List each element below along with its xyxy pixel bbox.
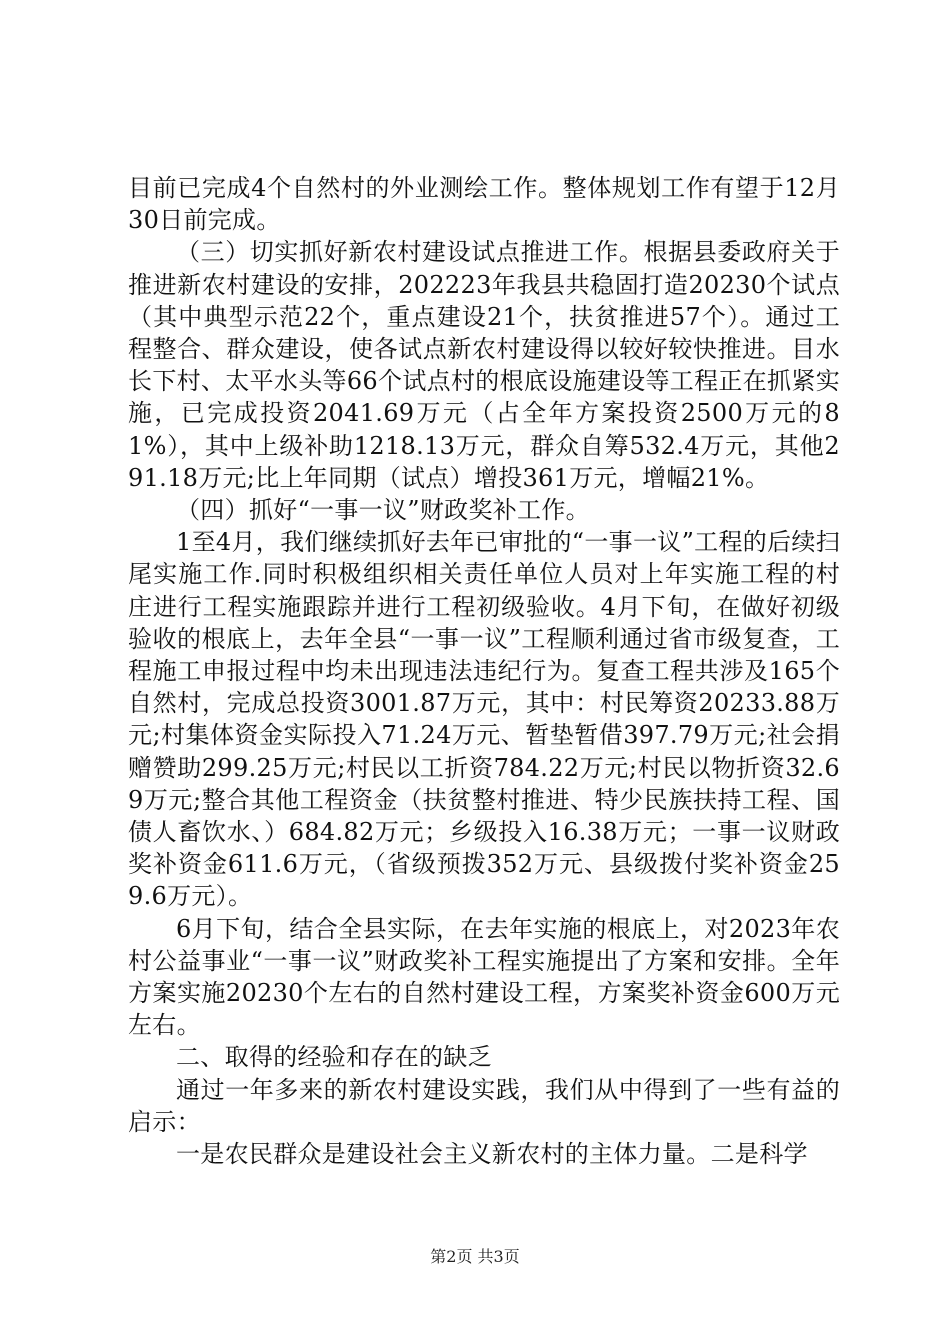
- paragraph-2: （三）切实抓好新农村建设试点推进工作。根据县委政府关于推进新农村建设的安排，202223年我县共稳固打造20230个试点（其中典型示范22个，重点建设21个，扶贫推进57个）。通过工程整合、群众建设，使各试点新农村建设得以较好较快推进。目水长下村、太平水头等66个试点村的根底设施建设等工程正在抓紧实施，已完成投资2041.69万元（占全年方案投资2500万元的81%），其中上级补助1218.13万元，群众自筹532.4万元，其他291.18万元;比上年同期（试点）增投361万元，增幅21%。: [128, 238, 840, 492]
- paragraph-7: 通过一年多来的新农村建设实践，我们从中得到了一些有益的启示：: [128, 1075, 840, 1136]
- paragraph-5: 6月下旬，结合全县实际，在去年实施的根底上，对2023年农村公益事业“一事一议”财政奖补工程实施提出了方案和安排。全年方案实施20230个左右的自然村建设工程，方案奖补资金600万元左右。: [128, 914, 840, 1040]
- paragraph-1: 目前已完成4个自然村的外业测绘工作。整体规划工作有望于12月30日前完成。: [128, 174, 840, 235]
- paragraph-8: 一是农民群众是建设社会主义新农村的主体力量。二是科学: [176, 1140, 808, 1169]
- paragraph-3-heading: （四）抓好“一事一议”财政奖补工作。: [176, 496, 590, 525]
- section-heading: 二、取得的经验和存在的缺乏: [176, 1043, 492, 1072]
- document-body: [128, 172, 840, 1170]
- paragraph-4: 1至4月，我们继续抓好去年已审批的“一事一议”工程的后续扫尾实施工作.同时积极组织相关责任单位人员对上年实施工程的村庄进行工程实施跟踪并进行工程初级验收。4月下旬，在做好初级验收的根底上，去年全县“一事一议”工程顺利通过省市级复查，工程施工申报过程中均未出现违法违纪行为。复查工程共涉及165个自然村，完成总投资3001.87万元，其中：村民筹资20233.88万元;村集体资金实际投入71.24万元、暂垫暂借397.79万元;社会捐赠赞助299.25万元;村民以工折资784.22万元;村民以物折资32.69万元;整合其他工程资金（扶贫整村推进、特少民族扶持工程、国债人畜饮水、）684.82万元；乡级投入16.38万元；一事一议财政奖补资金611.6万元，（省级预拨352万元、县级拨付奖补资金259.6万元）。: [128, 528, 840, 911]
- page-number-footer: 第2页 共3页: [430, 1247, 520, 1266]
